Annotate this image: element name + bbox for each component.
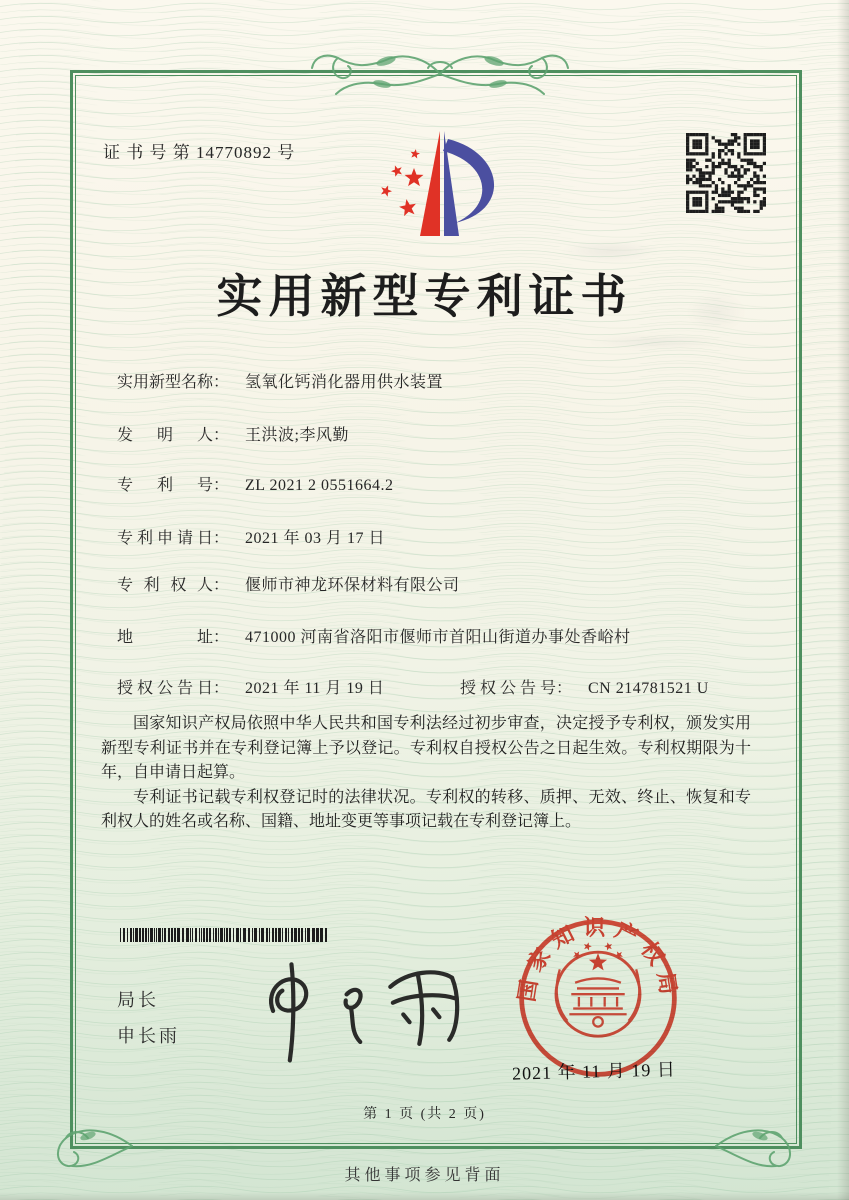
field-value: ZL 2021 2 0551664.2 [245, 477, 394, 494]
field-label: 专利申请日 [117, 530, 213, 547]
field-colon: ： [213, 427, 230, 444]
page-number: 第 1 页 (共 2 页) [363, 1107, 486, 1122]
director-signature [241, 942, 475, 1072]
cnipa-logo [352, 124, 528, 240]
field-value: 2021 年 03 月 17 日 [245, 530, 386, 547]
qr-code-icon [686, 133, 766, 213]
page-edge-shadow [837, 0, 849, 1200]
field-row-filing-date [117, 525, 777, 547]
logo-stars [381, 149, 424, 216]
page-edge-shadow [0, 1192, 849, 1200]
back-note: 其他事项参见背面 [344, 1167, 505, 1184]
field-row-name [117, 369, 777, 391]
field-colon: ： [213, 577, 230, 594]
field-row-address [117, 624, 777, 646]
field-colon: ： [213, 374, 230, 391]
legal-paragraph-2: 专利证书记载专利权登记时的法律状况。专利权的转移、质押、无效、终止、恢复和专利权人的姓名或名称、国籍、地址变更等事项记载在专利登记簿上。 [101, 788, 751, 830]
legal-text [101, 712, 751, 835]
field-label: 地址 [117, 629, 213, 646]
field-value: 偃师市神龙环保材料有限公司 [245, 577, 460, 594]
field-row-grant [117, 675, 777, 697]
field-colon: ： [556, 680, 573, 697]
legal-paragraph-1: 国家知识产权局依照中华人民共和国专利法经过初步审查，决定授予专利权，颁发实用新型专利证书并在专利登记簿上予以登记。专利权自授权公告之日起生效。专利权期限为十年，自申请日起算。 [101, 715, 751, 781]
field-colon: ： [213, 680, 230, 697]
field-colon: ： [213, 477, 230, 494]
certificate-number: 证 书 号 第 14770892 号 [103, 143, 296, 162]
director-title: 局长 [117, 990, 159, 1010]
field-value: CN 214781521 U [588, 680, 709, 697]
director-name: 申长雨 [117, 1026, 180, 1046]
field-value: 王洪波;李风勤 [245, 427, 349, 444]
field-label: 专利权人 [117, 577, 213, 594]
field-row-patentee [117, 572, 777, 594]
field-label: 授权公告号 [460, 680, 556, 697]
field-label: 发明人 [117, 427, 213, 444]
field-label: 授权公告日 [117, 680, 213, 697]
field-value: 2021 年 11 月 19 日 [245, 680, 385, 697]
seal-date: 2021 年 11 月 19 日 [511, 1059, 677, 1084]
field-label: 实用新型名称 [117, 374, 214, 391]
field-value: 氢氧化钙消化器用供水装置 [245, 374, 444, 391]
field-row-inventor [117, 422, 777, 444]
field-row-patent-number [117, 472, 777, 494]
field-label: 专利号 [117, 477, 213, 494]
field-colon: ： [213, 629, 230, 646]
field-colon: ： [213, 530, 230, 547]
certificate-title: 实用新型专利证书 [216, 271, 633, 322]
barcode-icon [120, 928, 332, 942]
top-flourish-ornament [308, 40, 572, 102]
seal-text: 国家知识产权局 [514, 914, 682, 1004]
field-value: 471000 河南省洛阳市偃师市首阳山街道办事处香峪村 [245, 629, 631, 646]
field-pair-grant-number [460, 675, 709, 698]
